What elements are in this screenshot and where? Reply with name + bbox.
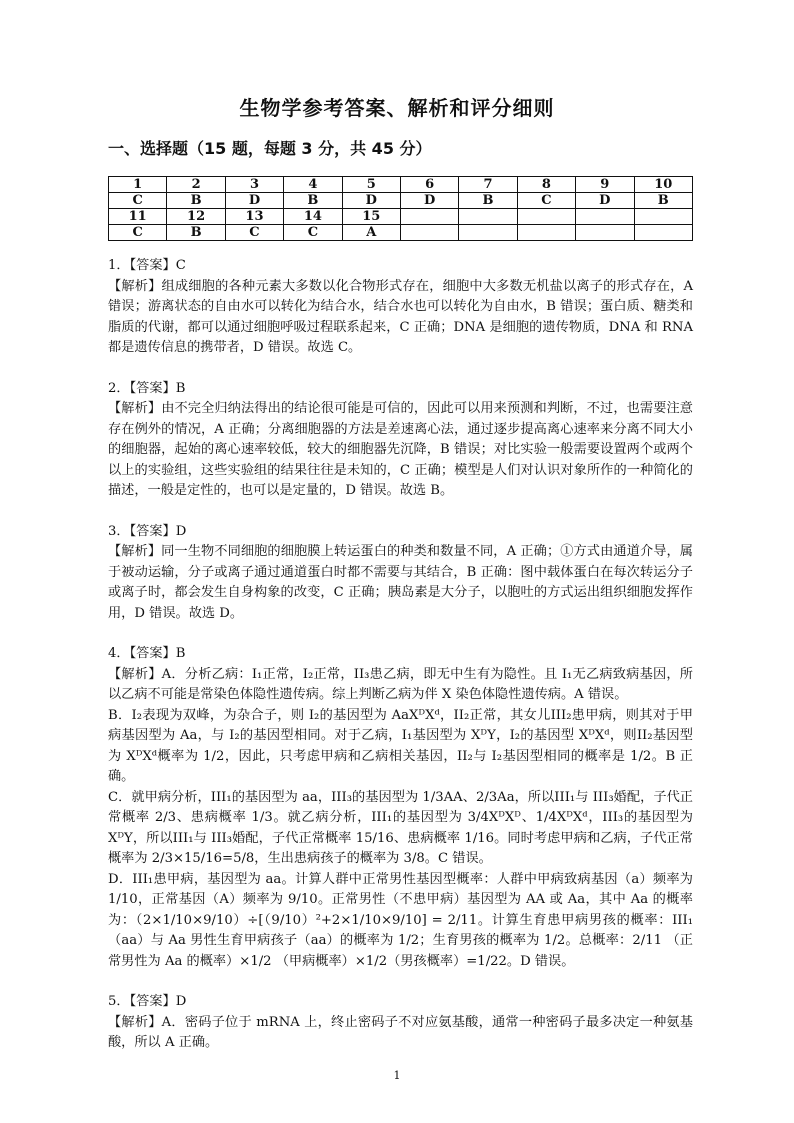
question-block-1 [108, 256, 693, 359]
question-block-2 [108, 379, 693, 502]
empty-cell [400, 209, 458, 225]
explanation-text: C．就甲病分析，III₁的基因型为 aa，III₃的基因型为 1/3AA、2/3Aa，所以III₁与 III₃婚配，子代正常概率 2/3、患病概率 1/3。就乙病分析，III₁的基因型为 3/4XᴰXᴰ、1/4XᴰXᵈ，III₃的基因型为 XᴰY，所以III₁与 III₃婚配，子代正常概率 15/16、患病概率 1/16。同时考虑甲病和乙病，子代正常概率为 2/3×15/16=5/8，生出患病孩子的概率为 3/8。C 错误。 [108, 789, 693, 866]
answer-cell: B [459, 193, 517, 209]
explanation-text: B．I₂表现为双峰，为杂合子，则 I₂的基因型为 AaXᴰXᵈ，II₂正常，其女儿III₂患甲病，则其对于甲病基因型为 Aa，与 I₂的基因型相同。对于乙病，I₁基因型为 XᴰY，I₂的基因型 XᴰXᵈ，则II₂基因型为 XᴰXᵈ概率为 1/2，因此，只考虑甲病和乙病相关基因，II₂与 I₂基因型相同的概率是 1/2。B 正确。 [108, 707, 693, 784]
question-block-4 [108, 644, 693, 972]
question-number-cell: 11 [109, 209, 167, 225]
question-block-5 [108, 992, 693, 1054]
page-number: 1 [393, 1069, 401, 1082]
section-heading: 一、选择题（15 题，每题 3 分，共 45 分） [108, 139, 432, 158]
answer-cell: D [576, 193, 634, 209]
empty-cell [459, 225, 517, 241]
answer-cell: B [284, 193, 342, 209]
question-number-cell: 8 [517, 177, 575, 193]
table-row [109, 209, 693, 225]
answer-cell: D [400, 193, 458, 209]
answer-table [108, 176, 693, 241]
answer-cell: C [225, 225, 283, 241]
answer-cell: C [284, 225, 342, 241]
explanation-text: 【解析】同一生物不同细胞的细胞膜上转运蛋白的种类和数量不同，A 正确；①方式由通道介导，属于被动运输，分子或离子通过通道蛋白时都不需要与其结合，B 正确：图中载体蛋白在每次转运分子或离子时，都会发生自身构象的改变，C 正确；胰岛素是大分子，以胞吐的方式运出组织细胞发挥作用，D 错误。故选 D。 [108, 544, 693, 621]
empty-cell [634, 209, 692, 225]
question-number-cell: 1 [109, 177, 167, 193]
question-block-3 [108, 522, 693, 625]
answer-line: 4．【答案】B [108, 646, 186, 661]
question-number-cell: 12 [167, 209, 225, 225]
answer-cell: D [225, 193, 283, 209]
answer-cell: C [109, 193, 167, 209]
empty-cell [576, 225, 634, 241]
question-number-cell: 15 [342, 209, 400, 225]
question-number-cell: 6 [400, 177, 458, 193]
explanation-text: 【解析】由不完全归纳法得出的结论很可能是可信的，因此可以用来预测和判断，不过，也需要注意存在例外的情况，A 正确；分离细胞器的方法是差速离心法，通过逐步提高离心速率来分离不同大小的细胞器，起始的离心速率较低，较大的细胞器先沉降，B 错误；对比实验一般需要设置两个或两个以上的实验组，这些实验组的结果往往是未知的，C 正确；模型是人们对认识对象所作的一种简化的描述，一般是定性的，也可以是定量的，D 错误。故选 B。 [108, 401, 693, 498]
answer-cell: A [342, 225, 400, 241]
table-row [109, 193, 693, 209]
explanation-text: 【解析】A．分析乙病：I₁正常，I₂正常，II₃患乙病，即无中生有为隐性。且 I₁无乙病致病基因，所以乙病不可能是常染色体隐性遗传病。综上判断乙病为伴 X 染色体隐性遗传病。A 错误。 [108, 666, 693, 702]
question-number-cell: 10 [634, 177, 692, 193]
answer-cell: C [517, 193, 575, 209]
table-row [109, 225, 693, 241]
answer-line: 1．【答案】C [108, 258, 186, 273]
answer-cell: C [109, 225, 167, 241]
explanation-text: 【解析】A．密码子位于 mRNA 上，终止密码子不对应氨基酸，通常一种密码子最多决定一种氨基酸，所以 A 正确。 [108, 1014, 693, 1050]
explanation-text: D．III₁患甲病，基因型为 aa。计算人群中正常男性基因型概率：人群中甲病致病基因（a）频率为 1/10，正常基因（A）频率为 9/10。正常男性（不患甲病）基因型为 AA 或 Aa，其中 Aa 的概率为：（2×1/10×9/10）÷[（9/10）²+2×1/10×9/10] = 2/11。计算生育患甲病男孩的概率：III₁（aa）与 Aa 男性生育甲病孩子（aa）的概率为 1/2；生育男孩的概率为 1/2。总概率：2/11 （正常男性为 Aa 的概率）×1/2 （甲病概率）×1/2（男孩概率）=1/22。D 错误。 [108, 871, 693, 969]
empty-cell [400, 225, 458, 241]
question-number-cell: 3 [225, 177, 283, 193]
question-number-cell: 2 [167, 177, 225, 193]
explanation-text: 【解析】组成细胞的各种元素大多数以化合物形式存在，细胞中大多数无机盐以离子的形式存在，A 错误；游离状态的自由水可以转化为结合水，结合水也可以转化为自由水，B 错误；蛋白质、糖类和脂质的代谢，都可以通过细胞呼吸过程联系起来，C 正确；DNA 是细胞的遗传物质，DNA 和 RNA 都是遗传信息的携带者，D 错误。故选 C。 [108, 278, 693, 355]
question-number-cell: 5 [342, 177, 400, 193]
answer-cell: D [342, 193, 400, 209]
empty-cell [517, 209, 575, 225]
question-number-cell: 7 [459, 177, 517, 193]
answer-line: 5．【答案】D [108, 994, 187, 1009]
table-row [109, 177, 693, 193]
answer-cell: B [634, 193, 692, 209]
answer-line: 3．【答案】D [108, 523, 187, 539]
answer-explanations [108, 256, 693, 1054]
question-number-cell: 4 [284, 177, 342, 193]
empty-cell [576, 209, 634, 225]
empty-cell [459, 209, 517, 225]
question-number-cell: 9 [576, 177, 634, 193]
question-number-cell: 14 [284, 209, 342, 225]
answer-line: 2．【答案】B [108, 380, 186, 396]
page-title: 生物学参考答案、解析和评分细则 [239, 96, 555, 120]
question-number-cell: 13 [225, 209, 283, 225]
answer-cell: B [167, 193, 225, 209]
answer-cell: B [167, 225, 225, 241]
empty-cell [634, 225, 692, 241]
empty-cell [517, 225, 575, 241]
